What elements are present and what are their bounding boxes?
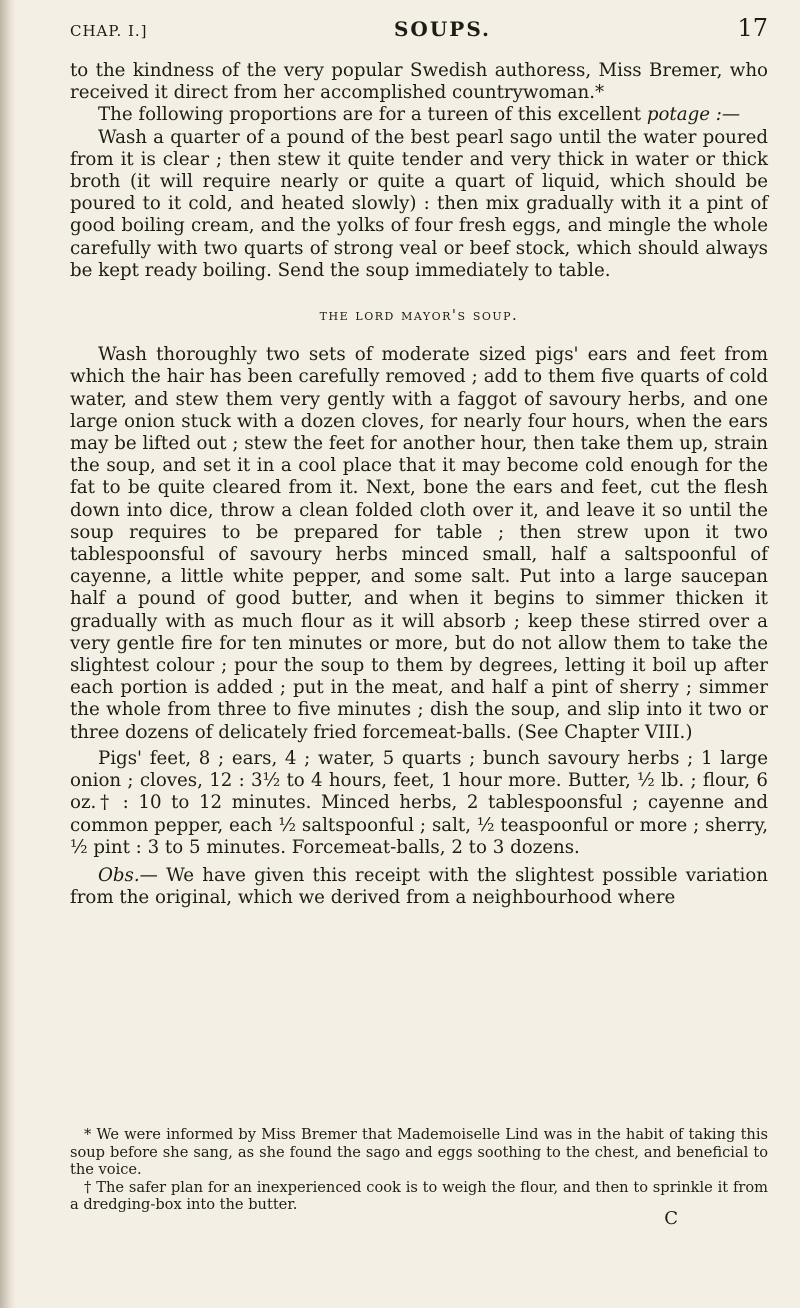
running-header bbox=[70, 14, 768, 44]
page-number: 17 bbox=[737, 14, 768, 42]
recipe-heading-text: the lord mayor's soup. bbox=[319, 306, 519, 325]
sago-method-paragraph: Wash a quarter of a pound of the best pearl sago until the water poured from it is clear ; then stew it quite tender and very thick in water or thick broth (it will require nearly or quite a quart of liquid, which should be poured to it cold, and heated slowly) : then mix gradually with it a pint of good boiling cream, and the yolks of four fresh eggs, and mingle the whole carefully with two quarts of strong veal or beef stock, which should always be kept ready boiling. Send the soup immediately to table. bbox=[70, 126, 768, 281]
page-running-title: SOUPS. bbox=[393, 17, 492, 41]
chapter-label: CHAP. I.] bbox=[70, 22, 148, 40]
obs-text: We have given this receipt with the slightest possible variation from the original, which we derived from a neighbourhood where bbox=[70, 864, 768, 909]
intro-paragraph: to the kindness of the very popular Swedish authoress, Miss Bremer, who received it direct from her accomplished countrywoman.* bbox=[70, 60, 768, 104]
recipe-method-paragraph: Wash thoroughly two sets of moderate sized pigs' ears and feet from which the hair has been carefully removed ; add to them five quarts of cold water, and stew them very gently with a faggot of savoury herbs, and one large onion stuck with a dozen cloves, for nearly four hours, when the ears may be lifted out ; stew the feet for another hour, then take them up, strain the soup, and set it in a cool place that it may become cold enough for the fat to be quite cleared from it. Next, bone the ears and feet, cut the flesh down into dice, throw a clean folded cloth over it, and leave it so until the soup requires to be prepared for table ; then strew upon it two tablespoonsful of savoury herbs minced small, half a saltspoonful of cayenne, a little white pepper, and some salt. Put into a large saucepan half a pound of good butter, and when it begins to simmer thicken it gradually with as much flour as it will absorb ; keep these stirred over a very gentle fire for ten minutes or more, but do not allow them to take the slightest colour ; pour the soup to them by degrees, letting it boil up after each portion is added ; put in the meat, and half a pint of sherry ; simmer the whole from three to five minutes ; dish the soup, and slip into it two or three dozens of delicately fried forcemeat-balls. (See Chapter VIII.) bbox=[70, 344, 768, 743]
footnote-2: † The safer plan for an inexperienced cook is to weigh the flour, and then to sprinkle it from a dredging-box into the butter. bbox=[70, 1178, 768, 1213]
proportions-paragraph bbox=[70, 104, 768, 126]
main-text bbox=[70, 60, 768, 909]
potage-italic: potage :— bbox=[646, 104, 741, 126]
proportions-lead: The following proportions are for a tureen of this excellent bbox=[98, 104, 647, 126]
obs-label: Obs.— bbox=[98, 864, 158, 886]
signature-mark: C bbox=[664, 1208, 678, 1229]
footnotes bbox=[70, 1126, 768, 1214]
footnote-1: * We were informed by Miss Bremer that Mademoiselle Lind was in the habit of taking this soup before she sang, as she found the sago and eggs soothing to the chest, and beneficial to the voice. bbox=[70, 1126, 768, 1178]
obs-paragraph bbox=[70, 865, 768, 909]
recipe-ingredients-paragraph: Pigs' feet, 8 ; ears, 4 ; water, 5 quarts ; bunch savoury herbs ; 1 large onion ; cloves, 12 : 3½ to 4 hours, feet, 1 hour more. Butter, ½ lb. ; flour, 6 oz.† : 10 to 12 minutes. Minced herbs, 2 tablespoonsful ; cayenne and common pepper, each ½ saltspoonful ; salt, ½ teaspoonful or more ; sherry, ½ pint : 3 to 5 minutes. Forcemeat-balls, 2 to 3 dozens. bbox=[70, 747, 768, 858]
page-gutter-shadow bbox=[0, 0, 16, 1308]
recipe-heading bbox=[70, 304, 768, 326]
